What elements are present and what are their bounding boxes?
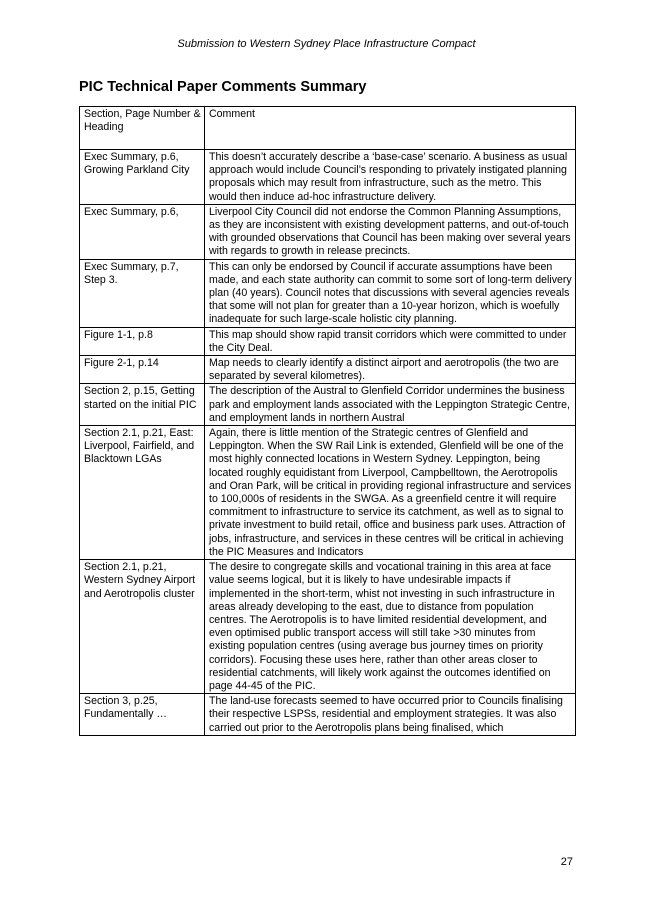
comment-cell: Liverpool City Council did not endorse the Common Planning Assumptions, as they are inconsistent with existing development patterns, and out-of-touch with grounded observations that Council has been making over several years with regards to growth in release precincts. [205, 204, 576, 259]
column-header-section: Section, Page Number & Heading [80, 107, 205, 150]
section-cell: Exec Summary, p.7, Step 3. [80, 259, 205, 327]
table-row [80, 356, 576, 384]
section-cell: Section 2.1, p.21, East: Liverpool, Fairfield, and Blacktown LGAs [80, 426, 205, 560]
comment-cell: This can only be endorsed by Council if accurate assumptions have been made, and each state authority can commit to some sort of long-term delivery plan (40 years). Council notes that discussions with several agencies reveals that some will not plan for greater than a 10-year horizon, which is woefully inadequate for such large-scale holistic city planning. [205, 259, 576, 327]
comment-cell: Again, there is little mention of the Strategic centres of Glenfield and Leppington. When the SW Rail Link is extended, Glenfield will be one of the most highly connected locations in Western Sydney. Leppington, being located roughly equidistant from Liverpool, Campbelltown, the Aerotropolis and Oran Park, will be critical in providing regional infrastructure and services to 100,000s of residents in the SWGA. As a greenfield centre it will require commitment to infrastructure to service its catchment, as well as to signal to private investment to build retail, office and business park uses. Attraction of jobs, infrastructure, and services in these centres will be critical in achieving the PIC Measures and Indicators [205, 426, 576, 560]
table-row [80, 204, 576, 259]
page-title: PIC Technical Paper Comments Summary [79, 79, 367, 95]
section-cell: Figure 2-1, p.14 [80, 356, 205, 384]
table-row [80, 327, 576, 355]
page-number: 27 [560, 856, 573, 868]
section-cell: Exec Summary, p.6, [80, 204, 205, 259]
table-row [80, 150, 576, 205]
page-header: Submission to Western Sydney Place Infrastructure Compact [177, 38, 476, 50]
section-cell: Figure 1-1, p.8 [80, 327, 205, 355]
table-row [80, 426, 576, 560]
comment-cell: This map should show rapid transit corridors which were committed to under the City Deal. [205, 327, 576, 355]
column-header-comment: Comment [205, 107, 576, 150]
comment-cell: Map needs to clearly identify a distinct airport and aerotropolis (the two are separated by several kilometres). [205, 356, 576, 384]
comment-cell: The land-use forecasts seemed to have occurred prior to Councils finalising their respective LSPSs, residential and employment strategies. It was also carried out prior to the Aerotropolis plans being finalised, which [205, 694, 576, 736]
comments-table [79, 106, 576, 736]
comment-cell: This doesn’t accurately describe a ‘base-case’ scenario. A business as usual approach would include Council’s responding to privately instigated planning proposals which may result from infrastructure, such as the metro. This would then induce ad-hoc infrastructure delivery. [205, 150, 576, 205]
table-row [80, 694, 576, 736]
section-cell: Section 2, p.15, Getting started on the initial PIC [80, 384, 205, 426]
table-row [80, 560, 576, 694]
section-cell: Section 3, p.25, Fundamentally … [80, 694, 205, 736]
comment-cell: The desire to congregate skills and vocational training in this area at face value seems logical, but it is likely to have undesirable impacts if implemented in the short-term, whist not investing in such infrastructure in areas already developing to the east, due to distance from population centres. The Aerotropolis is to have limited residential development, and even optimised public transport access will still take >30 minutes from existing population centres (using average bus journey times on priority corridors). Focusing these uses here, rather than other areas closer to residential catchments, will likely work against the outcomes identified on page 44-45 of the PIC. [205, 560, 576, 694]
table-row [80, 384, 576, 426]
comment-cell: The description of the Austral to Glenfield Corridor undermines the business park and employment lands associated with the Leppington Strategic Centre, and employment lands in northern Austral [205, 384, 576, 426]
table-row [80, 259, 576, 327]
section-cell: Section 2.1, p.21, Western Sydney Airport and Aerotropolis cluster [80, 560, 205, 694]
table-header-row [80, 107, 576, 150]
section-cell: Exec Summary, p.6, Growing Parkland City [80, 150, 205, 205]
